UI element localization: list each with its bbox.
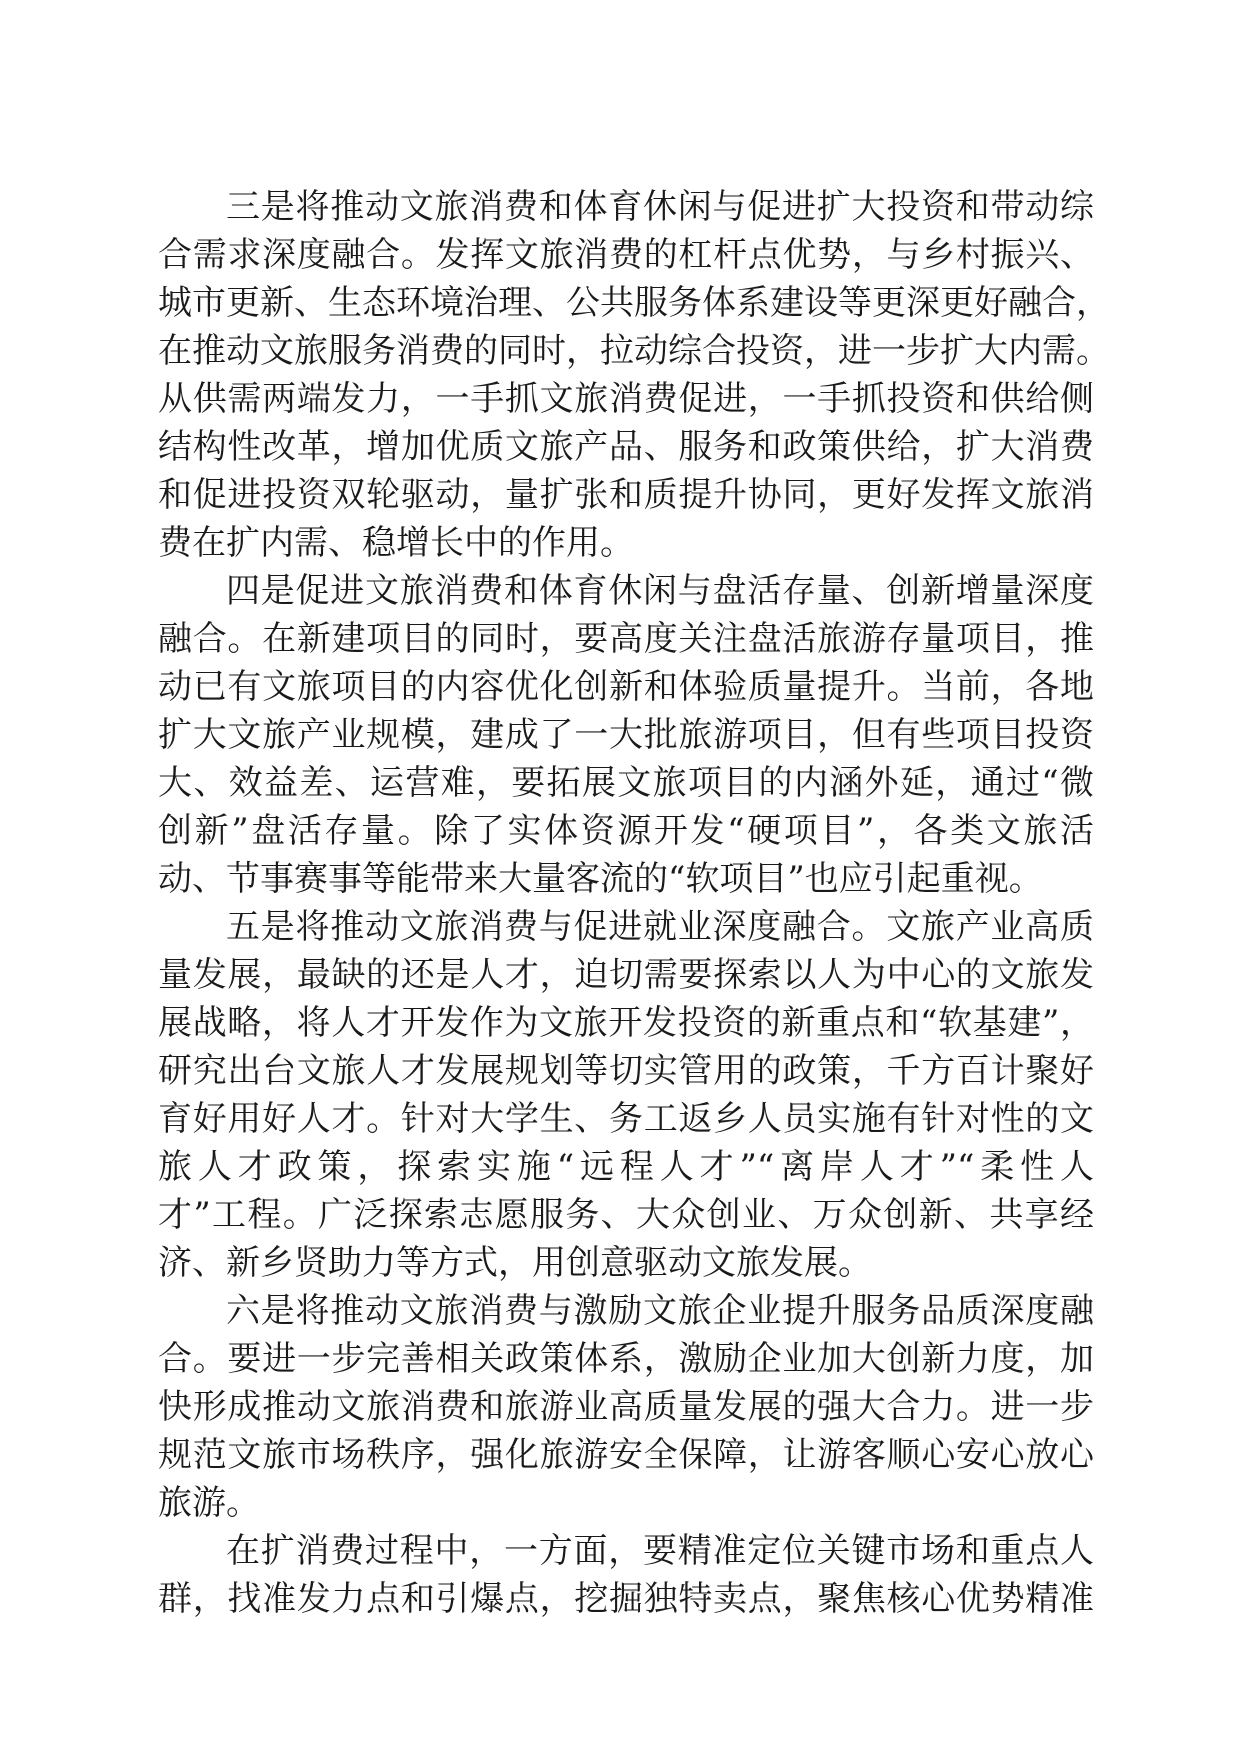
text-line: 育好用好人才。针对大学生、务工返乡人员实施有针对性的文	[158, 1099, 1094, 1139]
text-line: 动已有文旅项目的内容优化创新和体验质量提升。当前，各地	[158, 667, 1094, 707]
paragraph-first-line: 六是将推动文旅消费与激励文旅企业提升服务品质深度融	[226, 1291, 1094, 1331]
text-line: 结构性改革，增加优质文旅产品、服务和政策供给，扩大消费	[158, 427, 1094, 467]
text-line: 和促进投资双轮驱动，量扩张和质提升协同，更好发挥文旅消	[158, 475, 1094, 515]
text-line: 量发展，最缺的还是人才，迫切需要探索以人为中心的文旅发	[158, 955, 1094, 995]
text-line: 展战略，将人才开发作为文旅开发投资的新重点和“软基建”，	[158, 1003, 1094, 1043]
text-line: 济、新乡贤助力等方式，用创意驱动文旅发展。	[158, 1243, 872, 1283]
text-line: 创新”盘活存量。除了实体资源开发“硬项目”，各类文旅活	[158, 811, 1094, 851]
text-line: 旅游。	[158, 1483, 260, 1523]
text-line: 在推动文旅服务消费的同时，拉动综合投资，进一步扩大内需。	[158, 331, 1110, 371]
text-line: 扩大文旅产业规模，建成了一大批旅游项目，但有些项目投资	[158, 715, 1094, 755]
text-line: 旅人才政策，探索实施“远程人才”“离岸人才”“柔性人	[158, 1147, 1094, 1187]
text-line: 才”工程。广泛探索志愿服务、大众创业、万众创新、共享经	[158, 1195, 1094, 1235]
paragraph-first-line: 三是将推动文旅消费和体育休闲与促进扩大投资和带动综	[226, 187, 1094, 227]
text-line: 融合。在新建项目的同时，要高度关注盘活旅游存量项目，推	[158, 619, 1094, 659]
paragraph-first-line: 五是将推动文旅消费与促进就业深度融合。文旅产业高质	[226, 907, 1094, 947]
text-line: 规范文旅市场秩序，强化旅游安全保障，让游客顺心安心放心	[158, 1435, 1094, 1475]
body-text	[158, 183, 1110, 1623]
paragraph-first-line: 四是促进文旅消费和体育休闲与盘活存量、创新增量深度	[226, 571, 1094, 611]
paragraph-first-line: 在扩消费过程中，一方面，要精准定位关键市场和重点人	[226, 1531, 1094, 1571]
text-line: 城市更新、生态环境治理、公共服务体系建设等更深更好融合，	[158, 283, 1110, 323]
text-line: 费在扩内需、稳增长中的作用。	[158, 523, 634, 563]
text-line: 大、效益差、运营难，要拓展文旅项目的内涵外延，通过“微	[158, 763, 1094, 803]
text-line: 合需求深度融合。发挥文旅消费的杠杆点优势，与乡村振兴、	[158, 235, 1094, 275]
text-line: 合。要进一步完善相关政策体系，激励企业加大创新力度，加	[158, 1339, 1094, 1379]
text-line: 群，找准发力点和引爆点，挖掘独特卖点，聚焦核心优势精准	[158, 1579, 1094, 1619]
text-line: 研究出台文旅人才发展规划等切实管用的政策，千方百计聚好	[158, 1051, 1094, 1091]
text-line: 快形成推动文旅消费和旅游业高质量发展的强大合力。进一步	[158, 1387, 1094, 1427]
text-line: 动、节事赛事等能带来大量客流的“软项目”也应引起重视。	[158, 859, 1043, 899]
text-line: 从供需两端发力，一手抓文旅消费促进，一手抓投资和供给侧	[158, 379, 1094, 419]
